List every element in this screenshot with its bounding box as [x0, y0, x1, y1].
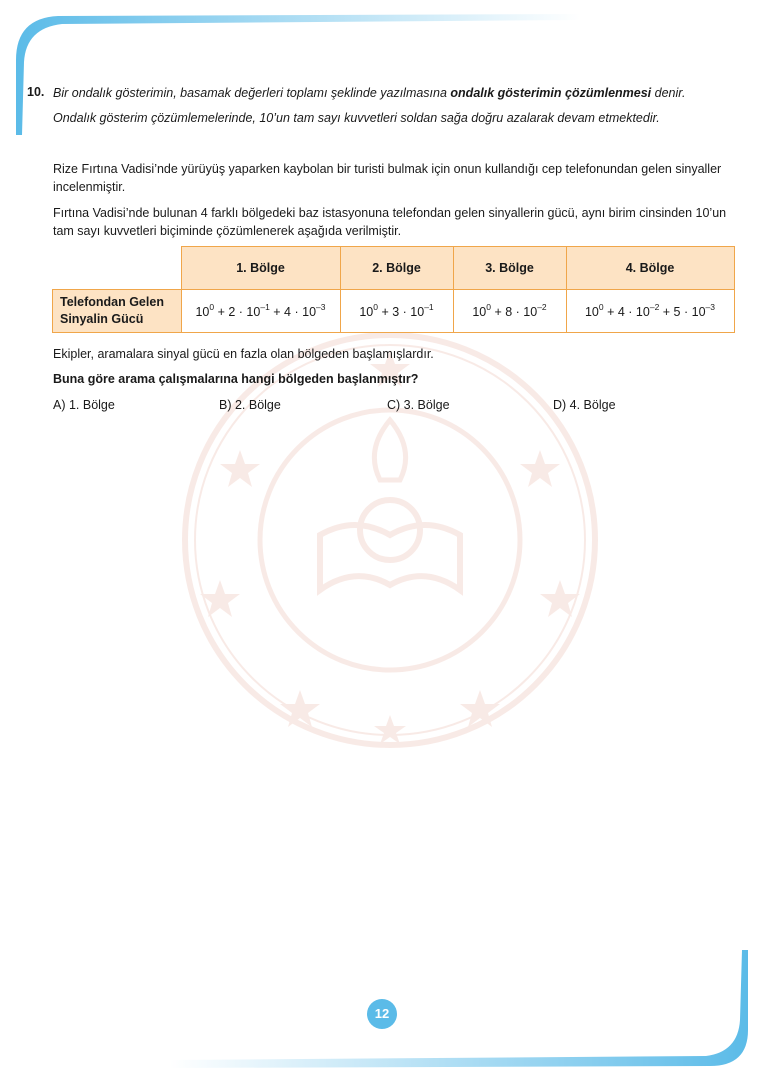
option-a[interactable]: A) 1. Bölge — [53, 398, 115, 412]
question-intro-line2: Ondalık gösterim çözümlemelerinde, 10’un tam sayı kuvvetleri soldan sağa doğru azalarak devam etmektedir. — [53, 111, 660, 125]
option-b[interactable]: B) 2. Bölge — [219, 398, 281, 412]
header-region-3: 3. Bölge — [453, 247, 566, 290]
intro-bold-term: ondalık gösterimin çözümlenmesi — [450, 86, 652, 100]
table-header-row — [53, 247, 735, 290]
question-intro — [53, 84, 743, 102]
paragraph-2: Fırtına Vadisi’nde bulunan 4 farklı bölgedeki baz istasyonuna telefondan gelen sinyallerin gücü, aynı birim cinsinden 10’un tam sayı kuvvetleri biçiminde çözümlenerek aşağıda verilmiştir. — [53, 206, 727, 238]
question-prompt: Buna göre arama çalışmalarına hangi bölgeden başlanmıştır? — [53, 372, 419, 386]
cell-region-4: $10^0 + 4 \cdot 10^{-2} + 5 \cdot 10^{-3}$ — [566, 289, 734, 332]
header-region-4: 4. Bölge — [566, 247, 734, 290]
header-region-1: 1. Bölge — [181, 247, 340, 290]
header-region-2: 2. Bölge — [340, 247, 453, 290]
table-corner — [53, 247, 182, 290]
page-number-badge: 12 — [367, 999, 397, 1029]
question-number: 10. — [27, 85, 45, 99]
signal-table — [52, 246, 735, 333]
table-row — [53, 289, 735, 332]
paragraph-1: Rize Fırtına Vadisi’nde yürüyüş yaparken kaybolan bir turisti bulmak için onun kullandığı cep telefonundan gelen sinyaller incelenmiştir. — [53, 162, 722, 194]
row-label-line2: Sinyalin Gücü — [60, 311, 144, 326]
paragraph-3: Ekipler, aramalara sinyal gücü en fazla olan bölgeden başlamışlardır. — [53, 347, 434, 361]
cell-region-1: $10^0 + 2 \cdot 10^{-1} + 4 \cdot 10^{-3}$ — [181, 289, 340, 332]
intro-text-2: denir. — [651, 86, 686, 100]
option-c[interactable]: C) 3. Bölge — [387, 398, 450, 412]
option-d[interactable]: D) 4. Bölge — [553, 398, 616, 412]
cell-region-3: $10^0 + 8 \cdot 10^{-2}$ — [453, 289, 566, 332]
intro-text-1: Bir ondalık gösterimin, basamak değerleri toplamı şeklinde yazılmasına — [53, 86, 451, 100]
cell-region-2: $10^0 + 3 \cdot 10^{-1}$ — [340, 289, 453, 332]
row-label — [53, 289, 182, 332]
meb-seal-icon — [180, 330, 600, 750]
row-label-line1: Telefondan Gelen — [60, 294, 164, 309]
